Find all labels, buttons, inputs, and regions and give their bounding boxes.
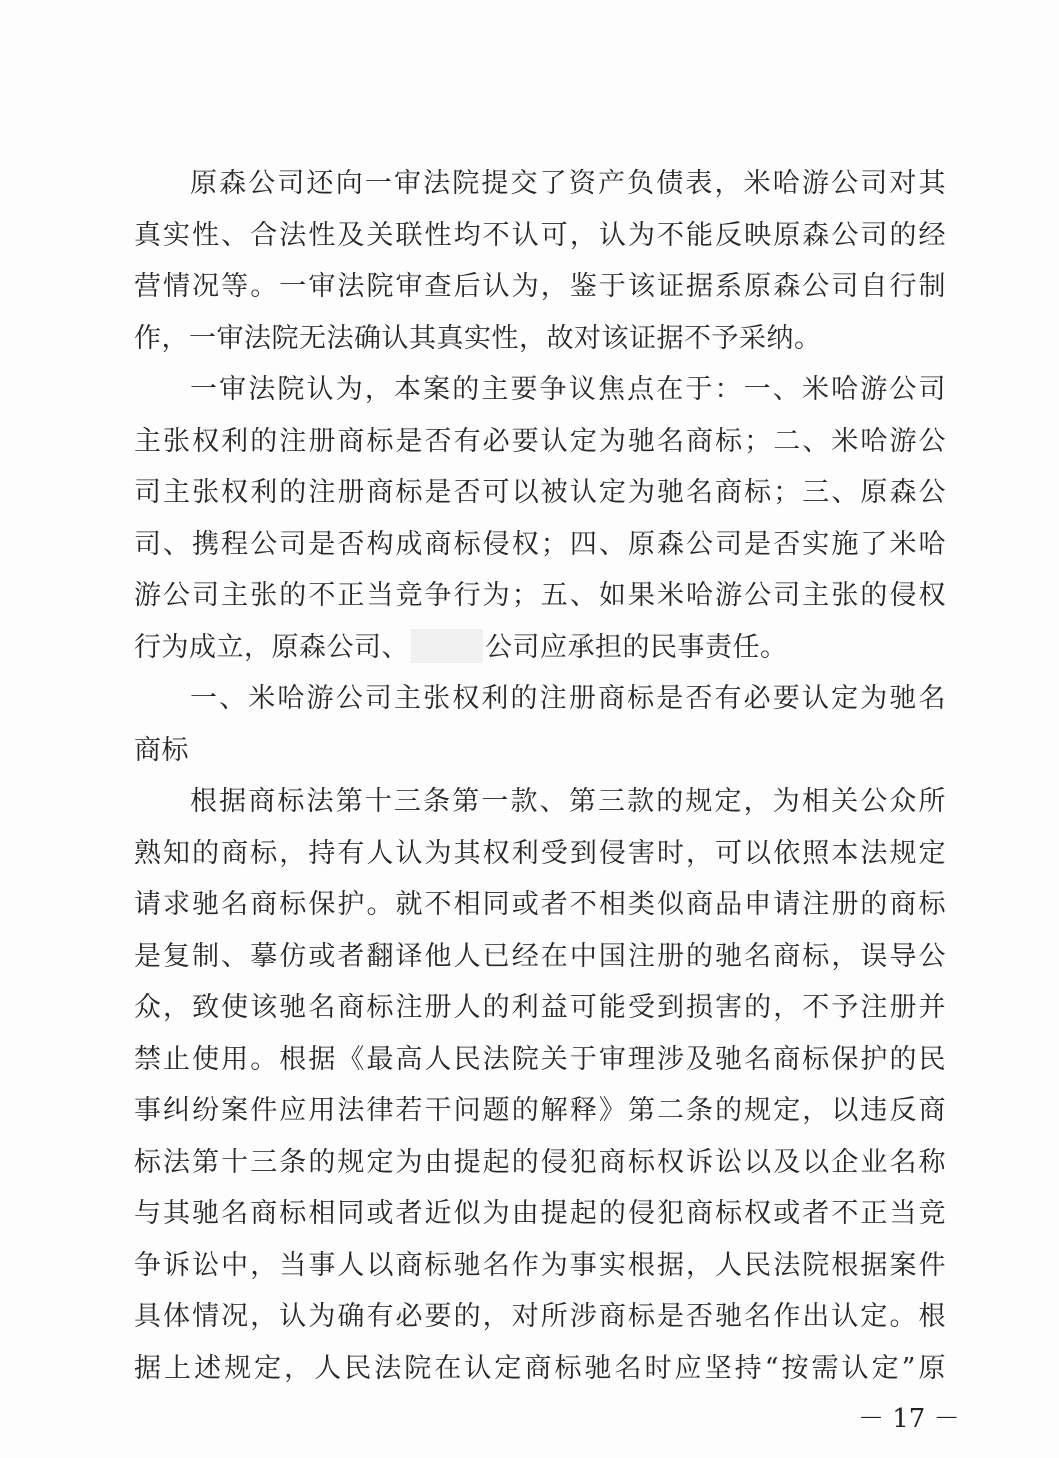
- paragraph-line: 据上述规定，人民法院在认定商标驰名时应坚持“按需认定”原: [134, 1352, 946, 1384]
- paragraph-line: 一审法院认为，本案的主要争议焦点在于：一、米哈游公司: [190, 374, 946, 405]
- section-heading-line: 商标: [134, 734, 189, 766]
- paragraph-line: 争诉讼中，当事人以商标驰名作为事实根据，人民法院根据案件: [134, 1249, 946, 1281]
- paragraph-line: 具体情况，认为确有必要的，对所涉商标是否驰名作出认定。根: [134, 1301, 946, 1332]
- line-text-after-redaction: 公司应承担的民事责任。: [485, 631, 788, 663]
- paragraph-line: 司、携程公司是否构成商标侵权；四、原森公司是否实施了米哈: [134, 528, 946, 560]
- paragraph-line: 根据商标法第十三条第一款、第三款的规定，为相关公众所: [190, 786, 946, 817]
- redaction-block: [411, 629, 483, 663]
- paragraph-line: 请求驰名商标保护。就不相同或者不相类似商品申请注册的商标: [134, 889, 946, 920]
- paragraph-line: 作，一审法院无法确认其真实性，故对该证据不予采纳。: [134, 322, 822, 354]
- paragraph-line: 众，致使该驰名商标注册人的利益可能受到损害的，不予注册并: [134, 992, 946, 1023]
- body-text: [134, 158, 946, 1394]
- paragraph-line: 标法第十三条的规定为由提起的侵犯商标权诉讼以及以企业名称: [134, 1146, 946, 1178]
- section-heading-line: 一、米哈游公司主张权利的注册商标是否有必要认定为驰名: [190, 683, 946, 714]
- paragraph-line: 禁止使用。根据《最高人民法院关于审理涉及驰名商标保护的民: [134, 1043, 946, 1075]
- paragraph-line: 真实性、合法性及关联性均不认可，认为不能反映原森公司的经: [134, 219, 946, 251]
- paragraph-line: 营情况等。一审法院审查后认为，鉴于该证据系原森公司自行制: [134, 271, 946, 302]
- paragraph-line: 司主张权利的注册商标是否可以被认定为驰名商标；三、原森公: [134, 477, 946, 508]
- paragraph-line: 原森公司还向一审法院提交了资产负债表，米哈游公司对其: [190, 168, 946, 199]
- line-text-before-redaction: 行为成立，原森公司、: [134, 631, 409, 663]
- paragraph-line: 事纠纷案件应用法律若干问题的解释》第二条的规定，以违反商: [134, 1095, 946, 1126]
- paragraph-line: 主张权利的注册商标是否有必要认定为驰名商标；二、米哈游公: [134, 425, 946, 457]
- paragraph-line: 是复制、摹仿或者翻译他人已经在中国注册的驰名商标，误导公: [134, 940, 946, 972]
- page-number: － 17 －: [858, 1404, 960, 1434]
- paragraph-line: 与其驰名商标相同或者近似为由提起的侵犯商标权或者不正当竞: [134, 1198, 946, 1229]
- paragraph-line: 游公司主张的不正当竞争行为；五、如果米哈游公司主张的侵权: [134, 580, 946, 611]
- paragraph-line-redacted: [134, 622, 946, 674]
- paragraph-line: 熟知的商标，持有人认为其权利受到侵害时，可以依照本法规定: [134, 837, 946, 869]
